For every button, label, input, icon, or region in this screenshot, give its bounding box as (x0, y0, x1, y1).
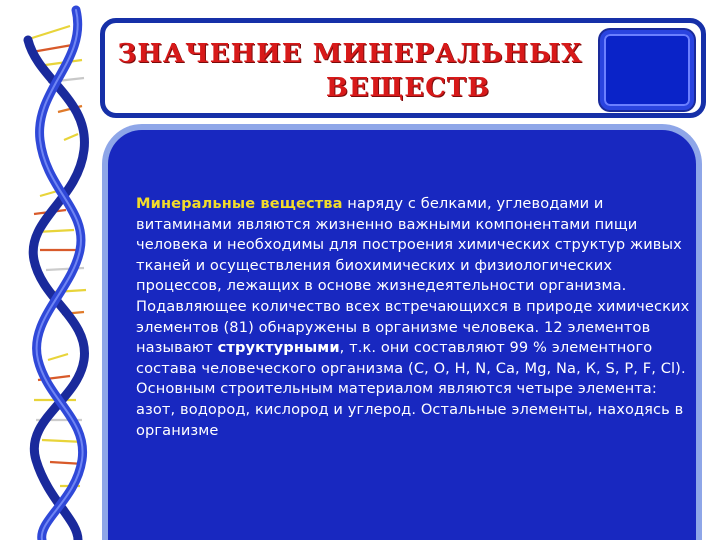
paragraph-2-text-rest: , т.к. они составляют 99 % элементного состава человеческого организма (С, О, Н, N, Са, Mg, Na, К, S, Р, F, Cl). Основным строительным материалом являются четыре элемента: азот, водород, кислород и углерод. Остальные элементы, находясь в организме (136, 339, 686, 439)
content-panel (102, 124, 702, 540)
slide-title-line2: ВЕЩЕСТВ (325, 73, 491, 103)
dna-helix-image (18, 0, 108, 540)
term-structural: структурными (217, 339, 340, 357)
body-text (136, 194, 696, 441)
paragraph-1-text: наряду с белками, углеводами и витаминами являются жизненно важными компонентами пищи человека и необходимы для построения химических структур живых тканей и осуществления биохимических и физиологических процессов, лежащих в основе жизнедеятельности организма. (136, 195, 682, 295)
slide-title-line1: ЗНАЧЕНИЕ МИНЕРАЛЬНЫХ (117, 39, 583, 69)
paragraph-2 (136, 297, 696, 441)
paragraph-2-text-start: Подавляющее количество всех встречающихся в природе химических элементов (81) обнаружены в организме человека. 12 элементов называют (136, 297, 690, 357)
term-mineral-substances: Минеральные вещества (136, 195, 343, 212)
paragraph-1 (136, 194, 696, 297)
decorative-blue-square (600, 30, 694, 110)
